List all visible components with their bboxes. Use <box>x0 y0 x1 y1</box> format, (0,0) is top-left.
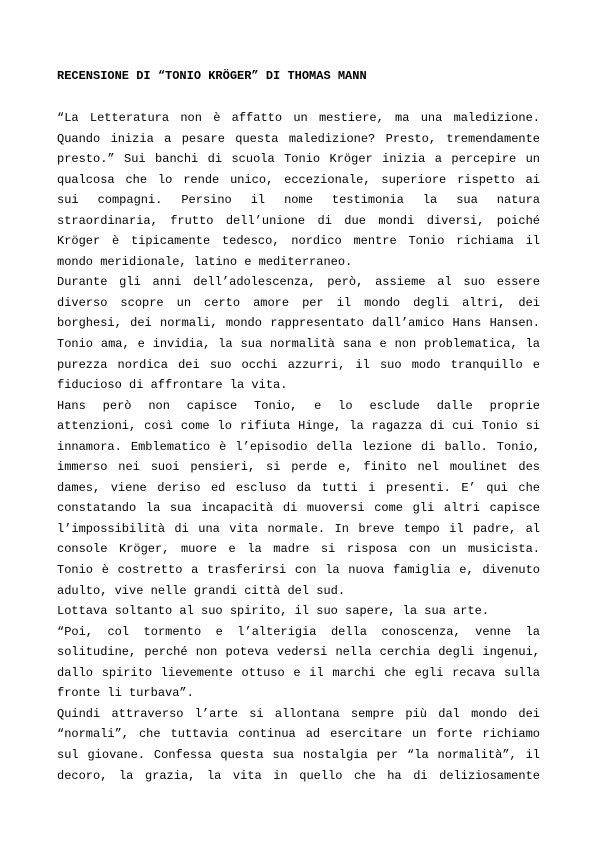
body-line: Tonio ama, e invidia, la sua normalità sana e non problematica, la <box>57 337 540 352</box>
body-line: “Poi, col tormento e l’alterigia della conoscenza, venne la <box>57 624 540 639</box>
body-line: attenzioni, così come lo rifiuta Hinge, la ragazza di cui Tonio si <box>57 419 540 434</box>
body-line: decoro, la grazia, la vita in quello che ha di deliziosamente <box>57 768 540 783</box>
body-line: sul giovane. Confessa questa sua nostalgia per “la normalità”, il <box>57 747 540 762</box>
body-line: console Kröger, muore e la madre si risposa con un musicista. <box>57 542 540 557</box>
body-line: purezza nordica dei suo occhi azzurri, il suo modo tranquillo e <box>57 357 540 372</box>
body-line: Hans però non capisce Tonio, e lo esclude dalle proprie <box>57 398 540 413</box>
body-line: innamora. Emblematico è l’episodio della lezione di ballo. Tonio, <box>57 439 540 454</box>
body-line: “normali”, che tuttavia continua ad esercitare un forte richiamo <box>57 727 540 742</box>
body-line: straordinaria, frutto dell’unione di due mondi diversi, poiché <box>57 213 540 228</box>
body-line: Kröger è tipicamente tedesco, nordico mentre Tonio richiama il <box>57 234 540 249</box>
body-line: qualcosa che lo rende unico, eccezionale, superiore rispetto ai <box>57 172 540 187</box>
body-line: borghesi, dei normali, mondo rappresentato dall’amico Hans Hansen. <box>57 316 540 331</box>
body-line: l’impossibilità di una vita normale. In breve tempo il padre, al <box>57 521 540 536</box>
body-line: “La Letteratura non è affatto un mestiere, ma una maledizione. <box>57 111 540 125</box>
body-line: fiducioso di affrontare la vita. <box>57 378 288 393</box>
body-line: constatando la sua incapacità di muoversi come gli altri capisce <box>57 501 540 516</box>
body-line: immerso nei suoi pensieri, si perde e, finito nel moulinet des <box>57 460 540 475</box>
body-line: fronte li turbava”. <box>57 686 194 701</box>
body-line: mondo meridionale, latino e mediterraneo. <box>57 254 353 269</box>
body-line: Durante gli anni dell’adolescenza, però, assieme al suo essere <box>57 275 540 290</box>
body-line: Quando inizia a pesare questa maledizione? Presto, tremendamente <box>57 131 540 146</box>
body-line: Lottava soltanto al suo spirito, il suo sapere, la sua arte. <box>57 604 490 619</box>
body-line: presto.” Sui banchi di scuola Tonio Kröger inizia a percepire un <box>57 152 540 167</box>
body-line: solitudine, perché non poteva vedersi nella cerchia degli ingenui, <box>57 645 540 660</box>
body-line: Tonio è costretto a trasferirsi con la nuova famiglia e, divenuto <box>57 563 540 578</box>
body-line: sui compagni. Persino il nome testimonia la sua natura <box>57 193 540 208</box>
body-line: dames, viene deriso ed escluso da tutti i presenti. E’ qui che <box>57 480 540 495</box>
body-line: dallo spirito lievemente ottuso e il marchi che egli recava sulla <box>57 665 540 680</box>
body-line: Quindi attraverso l’arte si allontana sempre più dal mondo dei <box>57 706 540 721</box>
body-line: adulto, vive nelle grandi città del sud. <box>57 583 346 598</box>
body-line: diverso scopre un certo amore per il mondo degli altri, dei <box>57 295 540 310</box>
document-body <box>57 108 540 786</box>
document-title: RECENSIONE DI “TONIO KRÖGER” DI THOMAS MANN <box>57 69 367 83</box>
